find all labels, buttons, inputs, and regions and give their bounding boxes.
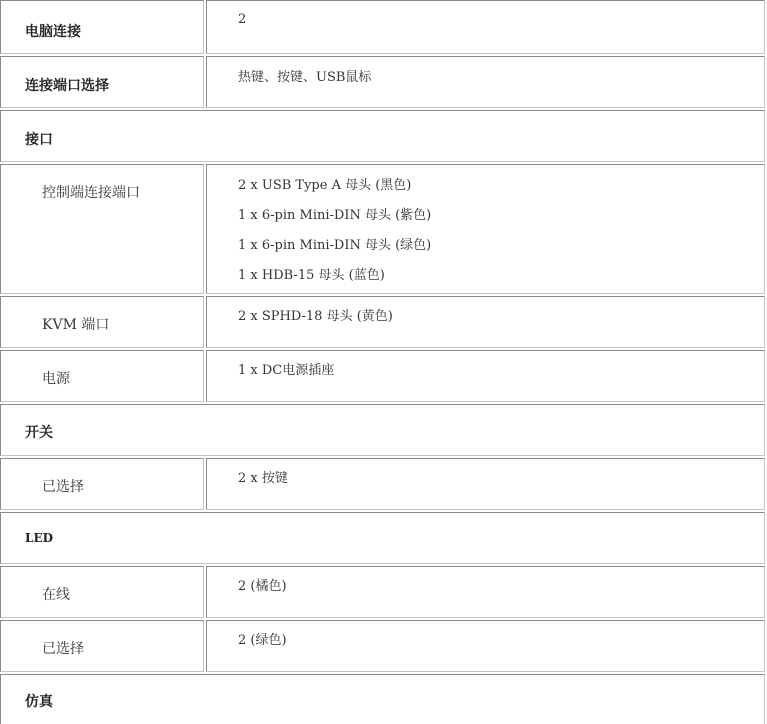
spec-label-cell [0,620,204,672]
spec-label-cell [0,164,204,294]
spec-label-cell [0,458,204,510]
spec-value-line: 2 x USB Type A 母头 (黑色) [238,178,412,193]
spec-label: 已选择 [42,641,84,657]
spec-label-cell [0,296,204,348]
spec-value: 2 x SPHD-18 母头 (黄色) [238,309,393,324]
section-header-switch [0,404,767,456]
spec-label: 电源 [42,371,70,387]
spec-value: 2 x 按键 [238,471,288,486]
spec-label: 控制端连接端口 [42,185,140,201]
spec-value-cell [206,458,765,510]
spec-label: KVM 端口 [42,317,110,333]
spec-row-kvm-port [0,296,767,348]
spec-value: 1 x DC电源插座 [238,363,335,378]
spec-value-cell [206,56,765,108]
spec-label: 连接端口选择 [25,78,109,94]
spec-label-cell [0,566,204,618]
spec-value-cell [206,620,765,672]
spec-value-line: 1 x HDB-15 母头 (蓝色) [238,268,385,283]
spec-label: 在线 [42,587,70,603]
spec-value-cell [206,296,765,348]
section-header-interface [0,110,767,162]
spec-value: 2 (绿色) [238,633,287,648]
section-title: 接口 [25,132,53,148]
spec-label-cell [0,350,204,402]
spec-label-cell [0,0,204,54]
section-title: 仿真 [25,694,53,710]
section-header-cell [0,512,765,564]
spec-value-cell [206,566,765,618]
spec-value: 2 [238,12,247,27]
section-title: LED [25,531,53,545]
spec-value-line: 1 x 6-pin Mini-DIN 母头 (紫色) [238,208,432,223]
spec-label: 已选择 [42,479,84,495]
section-title: 开关 [25,425,53,441]
section-header-cell [0,110,765,162]
spec-row-switch-selected [0,458,767,510]
section-header-cell [0,674,765,724]
spec-row-port-selection [0,56,767,108]
spec-value-cell [206,164,765,294]
spec-value-line: 1 x 6-pin Mini-DIN 母头 (绿色) [238,238,432,253]
spec-value-cell [206,0,765,54]
spec-row-led-selected [0,620,767,672]
spec-value: 2 (橘色) [238,579,287,594]
section-header-led [0,512,767,564]
spec-label-cell [0,56,204,108]
spec-value-cell [206,350,765,402]
section-header-cell [0,404,765,456]
spec-row-computer-connection [0,0,767,54]
spec-label: 电脑连接 [25,24,81,40]
spec-row-console-ports [0,164,767,294]
spec-row-power [0,350,767,402]
section-header-emulation [0,674,767,724]
spec-value: 热键、按键、USB鼠标 [238,70,372,85]
spec-row-led-online [0,566,767,618]
